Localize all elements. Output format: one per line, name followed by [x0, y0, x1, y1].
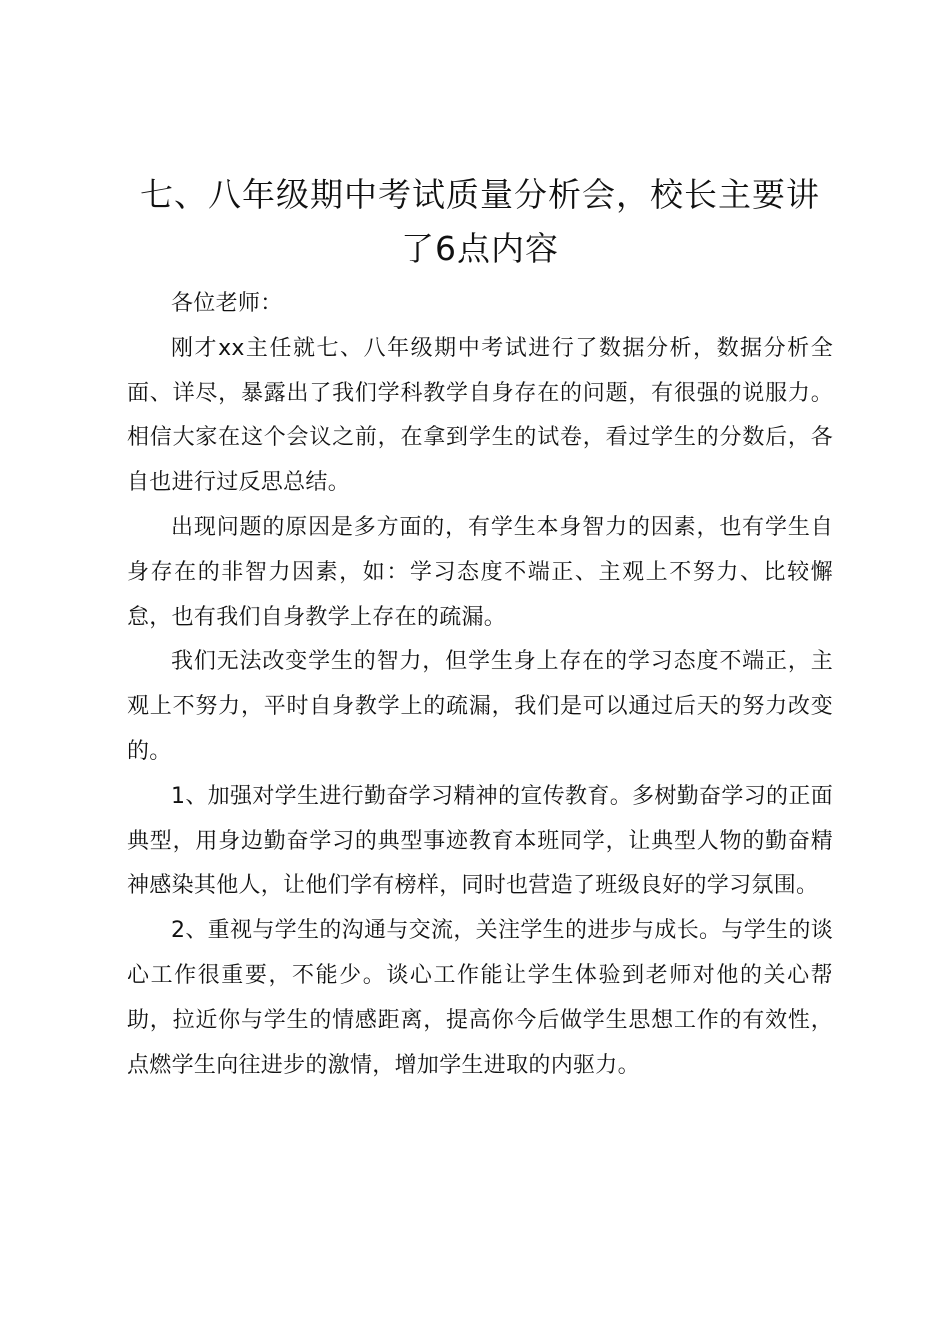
- paragraph-point-2: 2、重视与学生的沟通与交流，关注学生的进步与成长。与学生的谈心工作很重要，不能少。谈心工作能让学生体验到老师对他的关心帮助，拉近你与学生的情感距离，提高你今后做学生思想工作的有效性，点燃学生向往进步的激情，增加学生进取的内驱力。: [127, 918, 833, 1078]
- document-page: [127, 168, 833, 1088]
- paragraph-intro: 刚才xx主任就七、八年级期中考试进行了数据分析，数据分析全面、详尽，暴露出了我们学科教学自身存在的问题，有很强的说服力。相信大家在这个会议之前，在拿到学生的试卷，看过学生的分数后，各自也进行过反思总结。: [127, 335, 833, 496]
- document-title: 七、八年级期中考试质量分析会，校长主要讲了6点内容: [140, 175, 820, 268]
- paragraph-point-1: 1、加强对学生进行勤奋学习精神的宣传教育。多树勤奋学习的正面典型，用身边勤奋学习的典型事迹教育本班同学，让典型人物的勤奋精神感染其他人，让他们学有榜样，同时也营造了班级良好的学习氛围。: [127, 783, 833, 899]
- salutation: 各位老师：: [171, 291, 283, 316]
- paragraph-causes: 出现问题的原因是多方面的，有学生本身智力的因素，也有学生自身存在的非智力因素，如：学习态度不端正、主观上不努力、比较懈怠，也有我们自身教学上存在的疏漏。: [127, 514, 833, 630]
- paragraph-change: 我们无法改变学生的智力，但学生身上存在的学习态度不端正，主观上不努力，平时自身教学上的疏漏，我们是可以通过后天的努力改变的。: [127, 649, 833, 764]
